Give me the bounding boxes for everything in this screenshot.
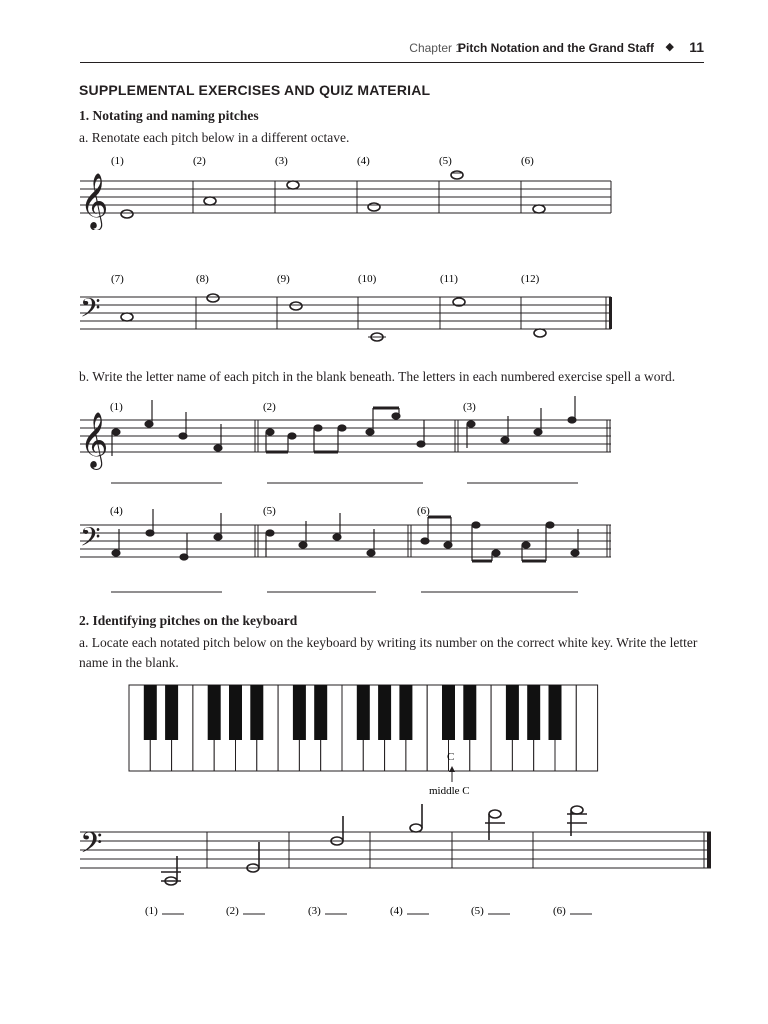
row4-label-4: (4) [110, 505, 123, 517]
whole-note [204, 197, 216, 205]
treble-clef-icon: 𝄞 [80, 414, 109, 467]
staff-lines [80, 832, 711, 868]
row1-label-2: (2) [193, 155, 206, 167]
row2-label-9: (9) [277, 273, 290, 285]
whole-note [207, 294, 219, 302]
row5-notes [161, 804, 587, 885]
black-key [314, 685, 327, 740]
page-number: 11 [689, 39, 704, 55]
row2-label-12: (12) [521, 273, 540, 285]
whole-note [121, 210, 133, 218]
part2-heading: 2. Identifying pitches on the keyboard [79, 613, 298, 628]
row4-label-5: (5) [263, 505, 276, 517]
whole-note [368, 203, 380, 211]
whole-note [121, 313, 133, 321]
black-key [463, 685, 476, 740]
row3-label-1: (1) [110, 401, 123, 413]
row2-label-11: (11) [440, 273, 458, 285]
staff-row2-bass [0, 268, 768, 348]
black-key [549, 685, 562, 740]
row3-label-3: (3) [463, 401, 476, 413]
black-key [250, 685, 263, 740]
row2-labels [111, 273, 540, 285]
key-c-label: C [447, 751, 455, 763]
whole-note [534, 329, 546, 337]
answer-label-1: (1) [145, 905, 158, 917]
staff-lines [80, 420, 611, 452]
staff-row1-treble [0, 150, 768, 230]
row3-notes [112, 396, 576, 456]
piano-keyboard [0, 680, 768, 805]
row2-label-7: (7) [111, 273, 124, 285]
row5-answer-labels [145, 905, 566, 917]
black-key [165, 685, 178, 740]
row1-label-6: (6) [521, 155, 534, 167]
staff-lines [80, 525, 611, 557]
section-title: SUPPLEMENTAL EXERCISES AND QUIZ MATERIAL [79, 82, 431, 98]
black-key [357, 685, 370, 740]
staff-row3-treble [0, 396, 768, 496]
row1-notes [121, 171, 545, 218]
part1-instruction-b: b. Write the letter name of each pitch in the blank beneath. The letters in each numbered exercise spell a word. [79, 369, 676, 384]
row1-label-5: (5) [439, 155, 452, 167]
row4-notes [112, 509, 579, 561]
middle-c-label: middle C [429, 785, 470, 797]
staff-lines [80, 297, 611, 329]
staff-row5-bass [0, 800, 768, 930]
part1-heading: 1. Notating and naming pitches [79, 108, 259, 123]
row1-label-1: (1) [111, 155, 124, 167]
staff-row4-bass [0, 501, 768, 601]
chapter-label: Chapter 1 [409, 41, 462, 55]
black-key [229, 685, 242, 740]
chapter-title: Pitch Notation and the Grand Staff [457, 41, 654, 55]
answer-label-3: (3) [308, 905, 321, 917]
answer-label-6: (6) [553, 905, 566, 917]
white-key [576, 685, 597, 771]
diamond-separator-icon: ◆ [665, 41, 674, 53]
black-key [144, 685, 157, 740]
black-key [527, 685, 540, 740]
answer-label-5: (5) [471, 905, 484, 917]
row2-label-10: (10) [358, 273, 377, 285]
bass-clef-icon: 𝄢 [80, 522, 101, 558]
row1-label-3: (3) [275, 155, 288, 167]
black-key [378, 685, 391, 740]
page-header [80, 40, 704, 63]
answer-label-4: (4) [390, 905, 403, 917]
row1-labels [111, 155, 534, 167]
black-key [399, 685, 412, 740]
answer-label-2: (2) [226, 905, 239, 917]
row1-label-4: (4) [357, 155, 370, 167]
row4-label-6: (6) [417, 505, 430, 517]
final-barline [609, 297, 612, 329]
black-key [208, 685, 221, 740]
whole-note [290, 302, 302, 310]
black-key [293, 685, 306, 740]
final-barline [707, 832, 711, 868]
row3-label-2: (2) [263, 401, 276, 413]
whole-note [287, 181, 299, 189]
whole-note [533, 205, 545, 213]
black-key [506, 685, 519, 740]
row2-label-8: (8) [196, 273, 209, 285]
row2-notes [121, 294, 546, 341]
part2-instruction-a: a. Locate each notated pitch below on the keyboard by writing its number on the correct white key. Write the letter name in the blank. [79, 635, 698, 670]
whole-note [451, 171, 463, 179]
treble-clef-icon: 𝄞 [80, 175, 109, 228]
part1-instruction-a: a. Renotate each pitch below in a different octave. [79, 130, 350, 145]
staff-lines [80, 181, 611, 213]
bass-clef-icon: 𝄢 [80, 293, 101, 329]
bass-clef-icon: 𝄢 [80, 827, 103, 866]
black-key [442, 685, 455, 740]
